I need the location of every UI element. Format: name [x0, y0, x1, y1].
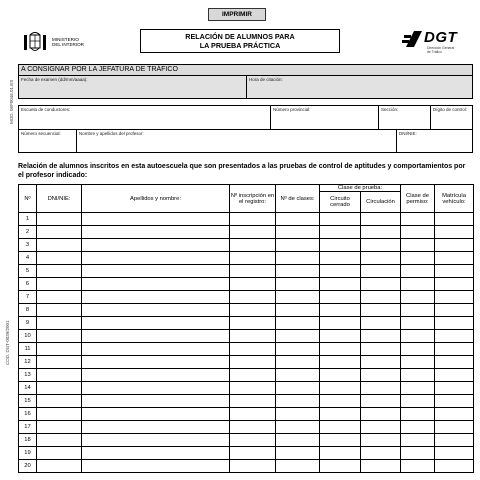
name-cell[interactable] — [82, 213, 230, 226]
classes-cell[interactable] — [276, 343, 320, 356]
control-digit-label: Dígito de control: — [433, 107, 468, 112]
traffic-cell[interactable] — [361, 278, 401, 291]
closed-circuit-cell[interactable] — [320, 408, 361, 421]
license-cell[interactable] — [401, 356, 435, 369]
classes-cell[interactable] — [276, 408, 320, 421]
row-number: 9 — [19, 317, 37, 330]
traffic-cell[interactable] — [361, 460, 401, 473]
name-cell[interactable] — [82, 447, 230, 460]
sequence-number-field[interactable] — [19, 130, 77, 152]
registration-cell[interactable] — [230, 460, 276, 473]
traffic-cell[interactable] — [361, 434, 401, 447]
table-row — [19, 265, 474, 278]
exam-date-field[interactable] — [19, 76, 247, 98]
name-cell[interactable] — [82, 252, 230, 265]
name-cell[interactable] — [82, 356, 230, 369]
plate-cell[interactable] — [435, 252, 474, 265]
appointment-time-label: Hora de citación: — [249, 77, 283, 82]
registration-cell[interactable] — [230, 421, 276, 434]
dni-cell[interactable] — [37, 395, 82, 408]
name-cell[interactable] — [82, 278, 230, 291]
closed-circuit-cell[interactable] — [320, 395, 361, 408]
school-section — [18, 105, 473, 153]
row-number: 10 — [19, 330, 37, 343]
closed-circuit-cell[interactable] — [320, 291, 361, 304]
school-name-label: Escuela de conductores: — [21, 107, 71, 112]
classes-cell[interactable] — [276, 356, 320, 369]
classes-cell[interactable] — [276, 369, 320, 382]
classes-cell[interactable] — [276, 382, 320, 395]
registration-cell[interactable] — [230, 252, 276, 265]
coat-of-arms-icon — [22, 30, 48, 54]
dgt-wordmark: DGT — [424, 29, 458, 46]
registration-cell[interactable] — [230, 343, 276, 356]
registration-cell[interactable] — [230, 213, 276, 226]
dni-cell[interactable] — [37, 460, 82, 473]
traffic-cell[interactable] — [361, 291, 401, 304]
provincial-number-field[interactable] — [271, 106, 379, 130]
classes-cell[interactable] — [276, 395, 320, 408]
dni-cell[interactable] — [37, 330, 82, 343]
closed-circuit-cell[interactable] — [320, 265, 361, 278]
registration-cell[interactable] — [230, 226, 276, 239]
closed-circuit-cell[interactable] — [320, 330, 361, 343]
registration-cell[interactable] — [230, 265, 276, 278]
license-cell[interactable] — [401, 252, 435, 265]
teacher-dni-field[interactable] — [397, 130, 472, 152]
table-row — [19, 239, 474, 252]
license-cell[interactable] — [401, 239, 435, 252]
license-cell[interactable] — [401, 382, 435, 395]
dni-cell[interactable] — [37, 317, 82, 330]
table-row — [19, 278, 474, 291]
plate-cell[interactable] — [435, 369, 474, 382]
traffic-cell[interactable] — [361, 239, 401, 252]
name-cell[interactable] — [82, 239, 230, 252]
license-cell[interactable] — [401, 278, 435, 291]
traffic-cell[interactable] — [361, 252, 401, 265]
row-number: 11 — [19, 343, 37, 356]
dgt-code: COD. DGT-0039/2001 — [5, 320, 10, 365]
classes-cell[interactable] — [276, 317, 320, 330]
row-number: 8 — [19, 304, 37, 317]
col-dni-header: DNI/NIE: — [37, 185, 82, 213]
classes-cell[interactable] — [276, 460, 320, 473]
name-cell[interactable] — [82, 382, 230, 395]
row-number: 14 — [19, 382, 37, 395]
dni-cell[interactable] — [37, 382, 82, 395]
table-row — [19, 395, 474, 408]
traffic-cell[interactable] — [361, 356, 401, 369]
ministry-line1: MINISTERIO — [52, 36, 79, 42]
name-cell[interactable] — [82, 304, 230, 317]
license-cell[interactable] — [401, 369, 435, 382]
traffic-cell[interactable] — [361, 330, 401, 343]
plate-cell[interactable] — [435, 356, 474, 369]
classes-cell[interactable] — [276, 278, 320, 291]
row-number: 15 — [19, 395, 37, 408]
registration-cell[interactable] — [230, 395, 276, 408]
col-license-header: Clase de permiso: — [401, 185, 435, 213]
dgt-line1: Dirección General — [427, 46, 455, 50]
row-number: 16 — [19, 408, 37, 421]
traffic-cell[interactable] — [361, 382, 401, 395]
name-cell[interactable] — [82, 421, 230, 434]
plate-cell[interactable] — [435, 460, 474, 473]
classes-cell[interactable] — [276, 434, 320, 447]
row-number: 6 — [19, 278, 37, 291]
table-row — [19, 460, 474, 473]
name-cell[interactable] — [82, 265, 230, 278]
plate-cell[interactable] — [435, 265, 474, 278]
traffic-cell[interactable] — [361, 265, 401, 278]
classes-cell[interactable] — [276, 252, 320, 265]
dni-cell[interactable] — [37, 304, 82, 317]
license-cell[interactable] — [401, 291, 435, 304]
registration-cell[interactable] — [230, 408, 276, 421]
dni-cell[interactable] — [37, 265, 82, 278]
license-cell[interactable] — [401, 434, 435, 447]
closed-circuit-cell[interactable] — [320, 252, 361, 265]
table-row — [19, 343, 474, 356]
registration-cell[interactable] — [230, 447, 276, 460]
row-number: 2 — [19, 226, 37, 239]
table-row — [19, 213, 474, 226]
intro-text: Relación de alumnos inscritos en esta autoescuela que son presentados a las pruebas de control de aptitudes y comportamientos por el profesor indicado: — [18, 163, 466, 179]
dni-cell[interactable] — [37, 408, 82, 421]
dni-cell[interactable] — [37, 356, 82, 369]
col-closed-circuit-header: Circuito cerrado — [320, 192, 361, 213]
control-digit-field[interactable] — [431, 106, 472, 130]
dni-cell[interactable] — [37, 447, 82, 460]
table-row — [19, 421, 474, 434]
provincial-number-label: Número provincial: — [273, 107, 311, 112]
plate-cell[interactable] — [435, 317, 474, 330]
traffic-cell[interactable] — [361, 343, 401, 356]
name-cell[interactable] — [82, 369, 230, 382]
table-row — [19, 434, 474, 447]
row-number: 18 — [19, 434, 37, 447]
col-plate-header: Matrícula vehículo: — [435, 185, 474, 213]
table-row — [19, 408, 474, 421]
name-cell[interactable] — [82, 226, 230, 239]
traffic-cell[interactable] — [361, 304, 401, 317]
license-cell[interactable] — [401, 447, 435, 460]
plate-cell[interactable] — [435, 434, 474, 447]
dni-cell[interactable] — [37, 213, 82, 226]
closed-circuit-cell[interactable] — [320, 356, 361, 369]
closed-circuit-cell[interactable] — [320, 434, 361, 447]
name-cell[interactable] — [82, 330, 230, 343]
ministry-logo — [22, 30, 84, 54]
row-number: 19 — [19, 447, 37, 460]
jefatura-section — [18, 64, 473, 99]
table-row — [19, 369, 474, 382]
closed-circuit-cell[interactable] — [320, 239, 361, 252]
registration-cell[interactable] — [230, 291, 276, 304]
form-title — [140, 29, 340, 53]
dni-cell[interactable] — [37, 239, 82, 252]
model-code: MOD. 06F0046.01.ES — [9, 79, 14, 124]
dni-cell[interactable] — [37, 278, 82, 291]
dni-cell[interactable] — [37, 369, 82, 382]
license-cell[interactable] — [401, 395, 435, 408]
dni-cell[interactable] — [37, 421, 82, 434]
closed-circuit-cell[interactable] — [320, 421, 361, 434]
section-field[interactable] — [379, 106, 431, 130]
teacher-name-field[interactable] — [77, 130, 397, 152]
traffic-cell[interactable] — [361, 226, 401, 239]
school-name-field[interactable] — [19, 106, 271, 130]
ministry-line2: DEL INTERIOR — [52, 42, 84, 47]
table-row — [19, 291, 474, 304]
col-name-header: Apellidos y nombre: — [82, 185, 230, 213]
traffic-cell[interactable] — [361, 447, 401, 460]
table-row — [19, 317, 474, 330]
section-label: Sección: — [381, 107, 399, 112]
table-row — [19, 330, 474, 343]
registration-cell[interactable] — [230, 317, 276, 330]
teacher-name-label: Nombre y apellidos del profesor: — [79, 131, 144, 136]
table-row — [19, 356, 474, 369]
name-cell[interactable] — [82, 317, 230, 330]
plate-cell[interactable] — [435, 395, 474, 408]
name-cell[interactable] — [82, 343, 230, 356]
registration-cell[interactable] — [230, 330, 276, 343]
closed-circuit-cell[interactable] — [320, 343, 361, 356]
dgt-emblem-icon — [402, 27, 424, 51]
dgt-line2: de Tráfico — [427, 50, 442, 55]
traffic-cell[interactable] — [361, 421, 401, 434]
plate-cell[interactable] — [435, 304, 474, 317]
col-classes-header: Nº de clases: — [276, 185, 320, 213]
plate-cell[interactable] — [435, 291, 474, 304]
dni-cell[interactable] — [37, 434, 82, 447]
traffic-cell[interactable] — [361, 408, 401, 421]
name-cell[interactable] — [82, 291, 230, 304]
students-table — [18, 184, 474, 473]
dni-cell[interactable] — [37, 291, 82, 304]
license-cell[interactable] — [401, 213, 435, 226]
table-row — [19, 447, 474, 460]
closed-circuit-cell[interactable] — [320, 382, 361, 395]
col-number-header: Nº — [19, 185, 37, 213]
registration-cell[interactable] — [230, 434, 276, 447]
row-number: 20 — [19, 460, 37, 473]
license-cell[interactable] — [401, 265, 435, 278]
dni-cell[interactable] — [37, 252, 82, 265]
traffic-cell[interactable] — [361, 317, 401, 330]
classes-cell[interactable] — [276, 226, 320, 239]
registration-cell[interactable] — [230, 239, 276, 252]
name-cell[interactable] — [82, 460, 230, 473]
license-cell[interactable] — [401, 421, 435, 434]
appointment-time-field[interactable] — [247, 76, 472, 98]
row-number: 3 — [19, 239, 37, 252]
plate-cell[interactable] — [435, 278, 474, 291]
closed-circuit-cell[interactable] — [320, 304, 361, 317]
license-cell[interactable] — [401, 460, 435, 473]
classes-cell[interactable] — [276, 291, 320, 304]
plate-cell[interactable] — [435, 421, 474, 434]
license-cell[interactable] — [401, 304, 435, 317]
row-number: 4 — [19, 252, 37, 265]
closed-circuit-cell[interactable] — [320, 317, 361, 330]
name-cell[interactable] — [82, 434, 230, 447]
classes-cell[interactable] — [276, 421, 320, 434]
plate-cell[interactable] — [435, 213, 474, 226]
license-cell[interactable] — [401, 408, 435, 421]
license-cell[interactable] — [401, 343, 435, 356]
jefatura-header: A CONSIGNAR POR LA JEFATURA DE TRÁFICO — [19, 65, 472, 76]
plate-cell[interactable] — [435, 382, 474, 395]
row-number: 12 — [19, 356, 37, 369]
teacher-dni-label: DNI/NIE: — [399, 131, 417, 136]
registration-cell[interactable] — [230, 382, 276, 395]
exam-date-label: Fecha de examen (dd/mm/aaaa): — [21, 77, 88, 82]
traffic-cell[interactable] — [361, 213, 401, 226]
row-number: 17 — [19, 421, 37, 434]
license-cell[interactable] — [401, 330, 435, 343]
plate-cell[interactable] — [435, 330, 474, 343]
closed-circuit-cell[interactable] — [320, 226, 361, 239]
plate-cell[interactable] — [435, 408, 474, 421]
plate-cell[interactable] — [435, 447, 474, 460]
classes-cell[interactable] — [276, 265, 320, 278]
row-number: 13 — [19, 369, 37, 382]
dni-cell[interactable] — [37, 226, 82, 239]
name-cell[interactable] — [82, 408, 230, 421]
row-number: 7 — [19, 291, 37, 304]
closed-circuit-cell[interactable] — [320, 213, 361, 226]
name-cell[interactable] — [82, 395, 230, 408]
table-row — [19, 382, 474, 395]
title-line2: LA PRUEBA PRÁCTICA — [199, 41, 281, 50]
col-test-type-header: Clase de prueba: — [320, 185, 401, 192]
closed-circuit-cell[interactable] — [320, 278, 361, 291]
traffic-cell[interactable] — [361, 395, 401, 408]
registration-cell[interactable] — [230, 278, 276, 291]
classes-cell[interactable] — [276, 213, 320, 226]
plate-cell[interactable] — [435, 226, 474, 239]
closed-circuit-cell[interactable] — [320, 369, 361, 382]
closed-circuit-cell[interactable] — [320, 460, 361, 473]
classes-cell[interactable] — [276, 330, 320, 343]
classes-cell[interactable] — [276, 239, 320, 252]
closed-circuit-cell[interactable] — [320, 447, 361, 460]
license-cell[interactable] — [401, 226, 435, 239]
traffic-cell[interactable] — [361, 369, 401, 382]
row-number: 1 — [19, 213, 37, 226]
table-row — [19, 226, 474, 239]
classes-cell[interactable] — [276, 447, 320, 460]
col-registration-header: Nº inscripción en el registro: — [230, 185, 276, 213]
plate-cell[interactable] — [435, 239, 474, 252]
table-row — [19, 252, 474, 265]
registration-cell[interactable] — [230, 356, 276, 369]
row-number: 5 — [19, 265, 37, 278]
classes-cell[interactable] — [276, 304, 320, 317]
registration-cell[interactable] — [230, 304, 276, 317]
title-line1: RELACIÓN DE ALUMNOS PARA — [185, 32, 295, 41]
sequence-number-label: Número secuencial: — [21, 131, 61, 136]
registration-cell[interactable] — [230, 369, 276, 382]
dni-cell[interactable] — [37, 343, 82, 356]
print-button[interactable]: IMPRIMIR — [208, 8, 266, 21]
table-row — [19, 304, 474, 317]
license-cell[interactable] — [401, 317, 435, 330]
plate-cell[interactable] — [435, 343, 474, 356]
col-traffic-header: Circulación — [361, 192, 401, 213]
